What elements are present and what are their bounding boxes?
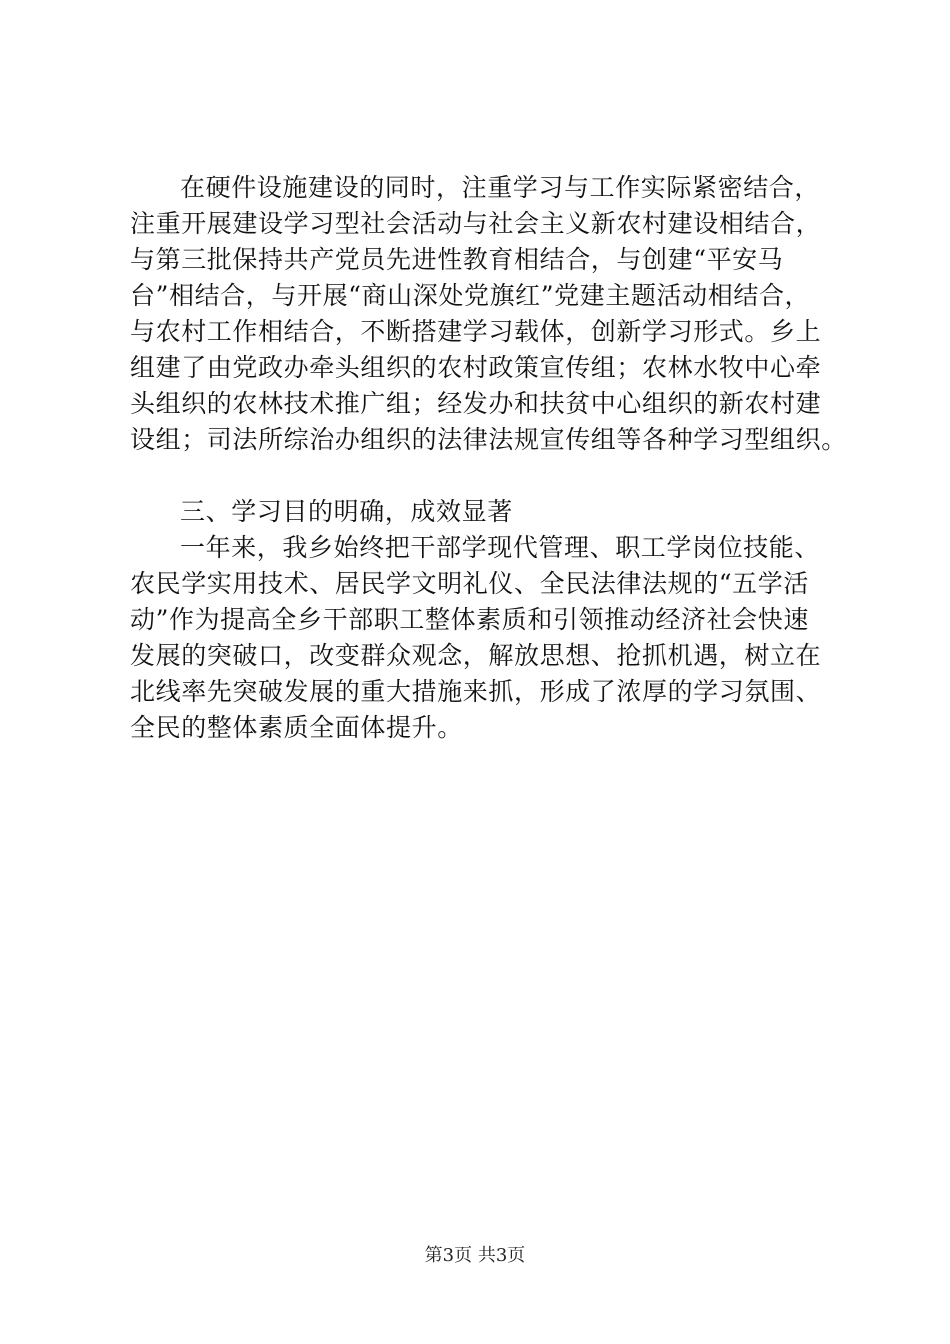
paragraph-2-line-4: 发展的突破口，改变群众观念，解放思想、抢抓机遇，树立在 xyxy=(130,641,822,670)
paragraph-2-line-2: 农民学实用技术、居民学文明礼仪、全民法律法规的“五学活 xyxy=(130,569,809,598)
paragraph-1-line-4: 台”相结合，与开展“商山深处党旗红”党建主题活动相结合， xyxy=(130,281,811,310)
paragraph-1-line-5: 与农村工作相结合，不断搭建学习载体，创新学习形式。乡上 xyxy=(130,317,822,346)
paragraph-2-line-3: 动”作为提高全乡干部职工整体素质和引领推动经济社会快速 xyxy=(130,605,809,634)
paragraph-1-line-8: 设组；司法所综治办组织的法律法规宣传组等各种学习型组织。 xyxy=(130,425,847,454)
paragraph-2-line-6: 全民的整体素质全面体提升。 xyxy=(130,713,463,742)
section-heading: 三、学习目的明确，成效显著 xyxy=(180,497,513,526)
paragraph-1-line-3: 与第三批保持共产党员先进性教育相结合，与创建“平安马 xyxy=(130,245,784,274)
paragraph-1-line-7: 头组织的农林技术推广组；经发办和扶贫中心组织的新农村建 xyxy=(130,389,822,418)
paragraph-1-line-1: 在硬件设施建设的同时，注重学习与工作实际紧密结合， xyxy=(180,173,821,202)
paragraph-2-line-1: 一年来，我乡始终把干部学现代管理、职工学岗位技能、 xyxy=(180,533,821,562)
page-number-footer: 第3页 共3页 xyxy=(424,1245,526,1266)
paragraph-1-line-6: 组建了由党政办牵头组织的农村政策宣传组；农林水牧中心牵 xyxy=(130,353,822,382)
paragraph-1-line-2: 注重开展建设学习型社会活动与社会主义新农村建设相结合， xyxy=(130,209,822,238)
paragraph-2-line-5: 北线率先突破发展的重大措施来抓，形成了浓厚的学习氛围、 xyxy=(130,677,822,706)
